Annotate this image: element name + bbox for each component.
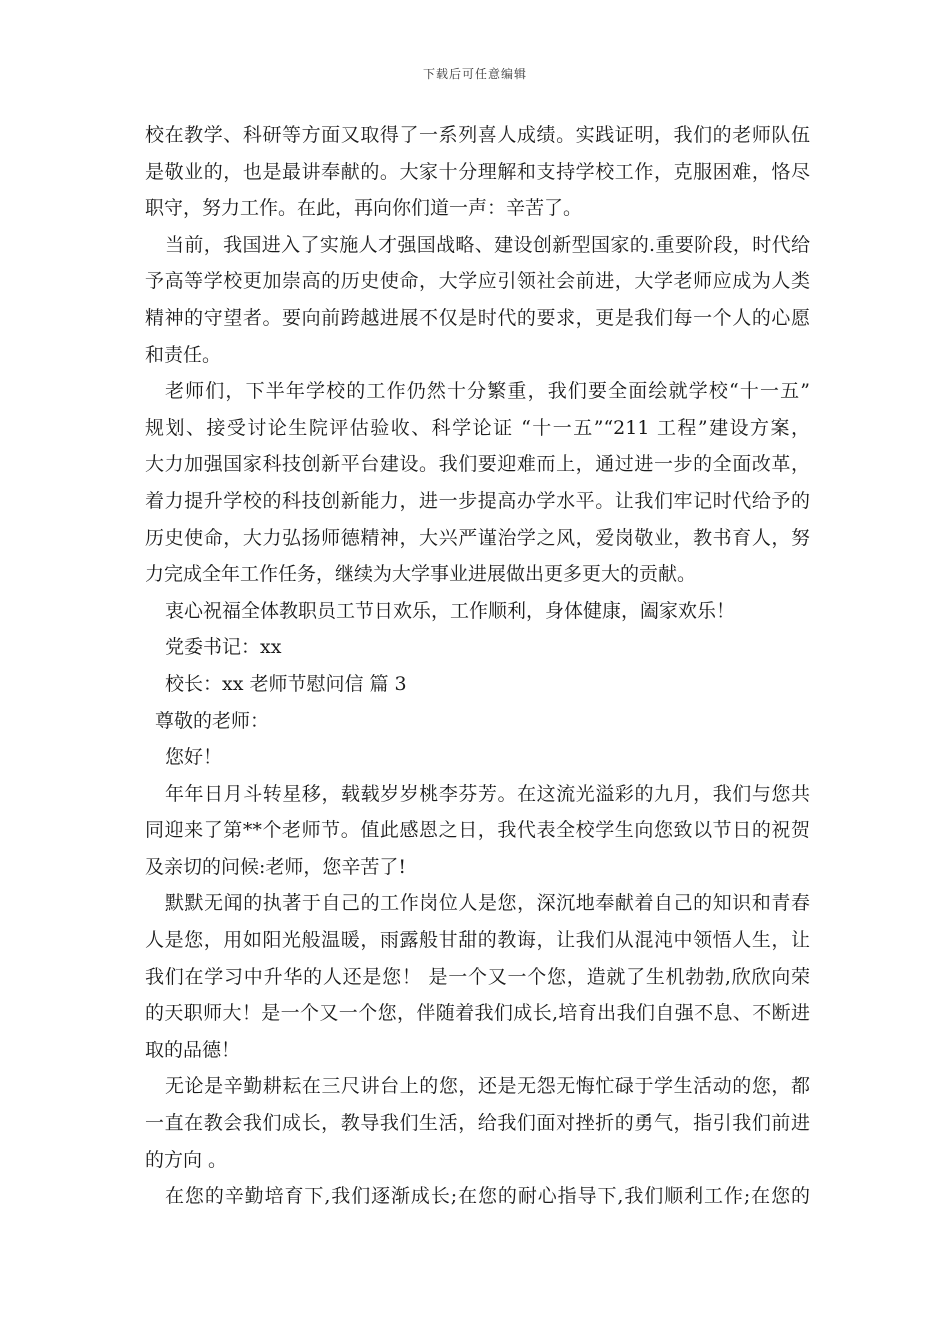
text-line: 及亲切的问候:老师，您辛苦了! [145, 855, 407, 878]
text-line: 取的品德！ [145, 1038, 241, 1061]
text-line: 校长：xx 老师节慰问信 篇 3 [165, 672, 407, 695]
text-line: 在您的辛勤培育下,我们逐渐成长;在您的耐心指导下,我们顺利工作;在您的 [165, 1185, 810, 1208]
text-line: 力完成全年工作任务，继续为大学事业进展做出更多更大的贡献。 [145, 563, 697, 586]
text-line: 的方向 。 [145, 1148, 228, 1171]
text-line: 精神的守望者。要向前跨越进展不仅是时代的要求，更是我们每一个人的心愿 [145, 306, 810, 329]
text-line: 同迎来了第**个老师节。值此感恩之日，我代表全校学生向您致以节日的祝贺 [145, 819, 810, 842]
text-line: 着力提升学校的科技创新能力，进一步提高办学水平。让我们牢记时代给予的 [145, 489, 810, 512]
text-line: 衷心祝福全体教职员工节日欢乐，工作顺利，身体健康，阖家欢乐！ [165, 599, 736, 622]
text-line: 人是您，用如阳光般温暖，雨露般甘甜的教诲，让我们从混沌中领悟人生，让 [145, 929, 810, 952]
text-line: 我们在学习中升华的人还是您！ 是一个又一个您，造就了生机勃勃,欣欣向荣 [145, 965, 810, 988]
text-line: 老师们，下半年学校的工作仍然十分繁重，我们要全面绘就学校“十一五” [165, 380, 810, 403]
page-header: 下载后可任意编辑 [422, 67, 527, 81]
text-line: 您好！ [165, 746, 223, 769]
text-line: 职守，努力工作。在此，再向你们道一声：辛苦了。 [145, 197, 583, 220]
text-line: 的天职师大！是一个又一个您，伴随着我们成长,培育出我们自强不息、不断进 [145, 1002, 810, 1025]
text-line: 默默无闻的执著于自己的工作岗位人是您，深沉地奉献着自己的知识和青春 [165, 892, 810, 915]
text-line: 尊敬的老师： [155, 709, 270, 732]
text-line: 无论是辛勤耕耘在三尺讲台上的您，还是无怨无悔忙碌于学生活动的您，都 [165, 1075, 810, 1098]
text-line: 党委书记：xx [165, 636, 282, 659]
text-line: 和责任。 [145, 343, 222, 366]
text-line: 规划、接受讨论生院评估验收、科学论证 “十一五”“211 工程”建设方案， [145, 416, 810, 439]
document-body [145, 117, 810, 1215]
text-line: 一直在教会我们成长，教导我们生活，给我们面对挫折的勇气，指引我们前进 [145, 1112, 810, 1135]
text-line: 是敬业的，也是最讲奉献的。大家十分理解和支持学校工作，克服困难，恪尽 [145, 160, 810, 183]
text-line: 予高等学校更加崇高的历史使命，大学应引领社会前进，大学老师应成为人类 [145, 270, 810, 293]
text-line: 校在教学、科研等方面又取得了一系列喜人成绩。实践证明，我们的老师队伍 [145, 124, 810, 146]
text-line: 当前，我国进入了实施人才强国战略、建设创新型国家的.重要阶段，时代给 [165, 233, 810, 256]
text-line: 年年日月斗转星移，载载岁岁桃李芬芳。在这流光溢彩的九月，我们与您共 [165, 782, 810, 805]
text-line: 历史使命，大力弘扬师德精神，大兴严谨治学之风，爱岗敬业，教书育人，努 [145, 526, 810, 549]
text-line: 大力加强国家科技创新平台建设。我们要迎难而上，通过进一步的全面改革， [145, 453, 810, 476]
